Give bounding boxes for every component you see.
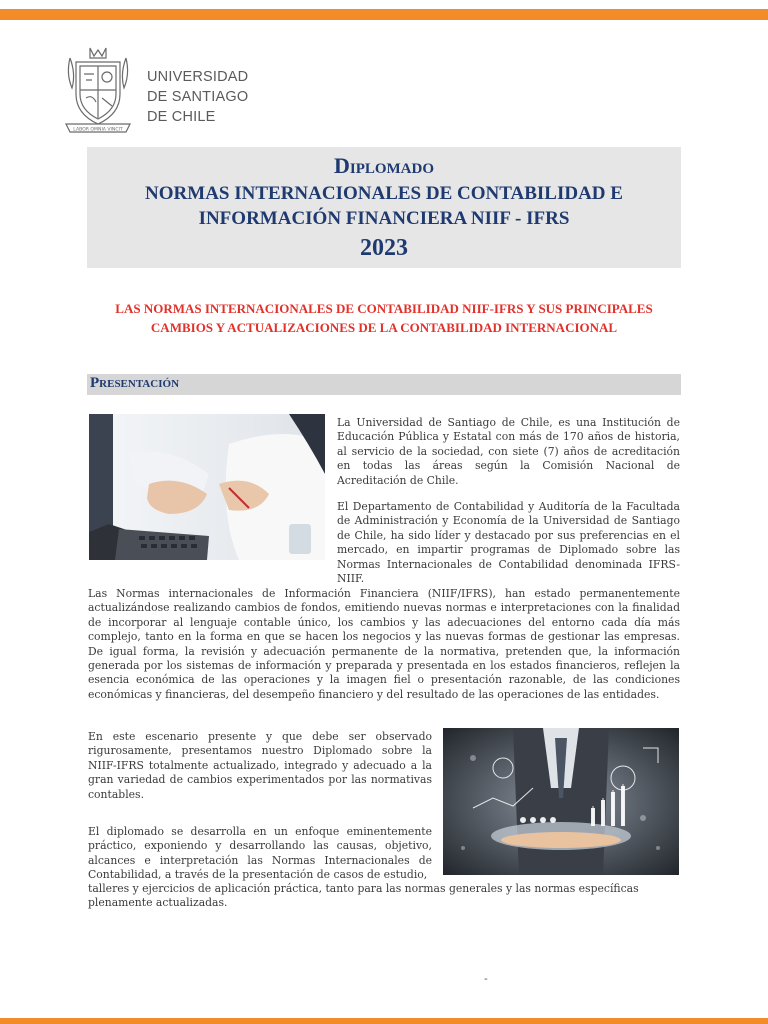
section-header (87, 374, 681, 395)
title-box (87, 147, 681, 268)
top-accent-bar (0, 9, 768, 20)
subtitle-line: CAMBIOS Y ACTUALIZACIONES DE LA CONTABILIDAD INTERNACIONAL (150, 320, 618, 335)
standards-paragraph: Las Normas internacionales de Información Financiera (NIIF/IFRS), han estado permanentemente actualizándose realizando cambios de fondos, emitiendo nuevas normas e interpretaciones con la finalidad de incorporar al lenguaje contable único, los cambios y las adecuaciones del entorno cada día más complejo, tanto en la forma en que se hacen los negocios y las nuevas formas de gestionar las empresas. De igual forma, la revisión y adecuación permanente de la normativa, pretenden que, la información generada por los sistemas de información y preparada y presentada en los estados financieros, reflejen la esencia económica de las operaciones y la imagen fiel o presentación razonable, de las condiciones económicas y financieras, del desempeño financiero y del resultado de las operaciones de las entidades. (88, 587, 680, 701)
university-name (147, 67, 248, 127)
approach-paragraph: El diplomado se desarrolla en un enfoque eminentemente práctico, exponiendo y desarrollando las causas, objetivo, alcances e interpretación las Normas Internacionales de Contabilidad, a través de la presentación de casos de estudio, (88, 825, 432, 882)
subtitle-line: LAS NORMAS INTERNACIONALES DE CONTABILIDAD NIIF-IFRS Y SUS PRINCIPALES (115, 301, 653, 316)
university-name-line: DE CHILE (147, 109, 216, 125)
section-title: Presentación (90, 375, 180, 391)
program-type: Diplomado (333, 153, 435, 178)
university-name-line: DE SANTIAGO (147, 89, 249, 105)
program-title-line: INFORMACIÓN FINANCIERA NIIF - IFRS (198, 208, 570, 229)
scenario-paragraph: En este escenario presente y que debe ser observado rigurosamente, presentamos nuestro Diplomado sobre la NIIF-IFRS totalmente actualizado, integrado y adecuado a la gran variedad de cambios experimentados por las normativas contables. (88, 730, 432, 801)
subtitle (90, 299, 678, 337)
program-title-line: NORMAS INTERNACIONALES DE CONTABILIDAD E (145, 183, 623, 204)
crest-motto: LABOR OMNIA VINCIT (73, 127, 123, 133)
footer-mark: - (484, 972, 488, 985)
intro-paragraph: La Universidad de Santiago de Chile, es una Institución de Educación Pública y Estatal con más de 170 años de historia, al servicio de la sociedad, con siete (7) años de acreditación en todas las áreas según la Comisión Nacional de Acreditación de Chile. (337, 416, 680, 487)
hands-on-laptop-photo (89, 414, 325, 560)
department-paragraph: El Departamento de Contabilidad y Auditoría de la Facultada de Administración y Economía de la Universidad de Santiago de Chile, ha sido líder y destacado por sus preferencias en el mercado, en impartir programas de Diplomado sobre las Normas Internacionales de Contabilidad denominada IFRS-NIIF. (337, 500, 680, 586)
businessman-tablet-photo (443, 728, 679, 875)
program-year: 2023 (360, 235, 408, 261)
university-name-line: UNIVERSIDAD (147, 69, 249, 85)
bottom-accent-bar (0, 1018, 768, 1024)
university-crest-icon (62, 44, 134, 134)
approach-paragraph-continued: talleres y ejercicios de aplicación práctica, tanto para las normas generales y las normas específicas plenamente actualizadas. (88, 882, 639, 910)
